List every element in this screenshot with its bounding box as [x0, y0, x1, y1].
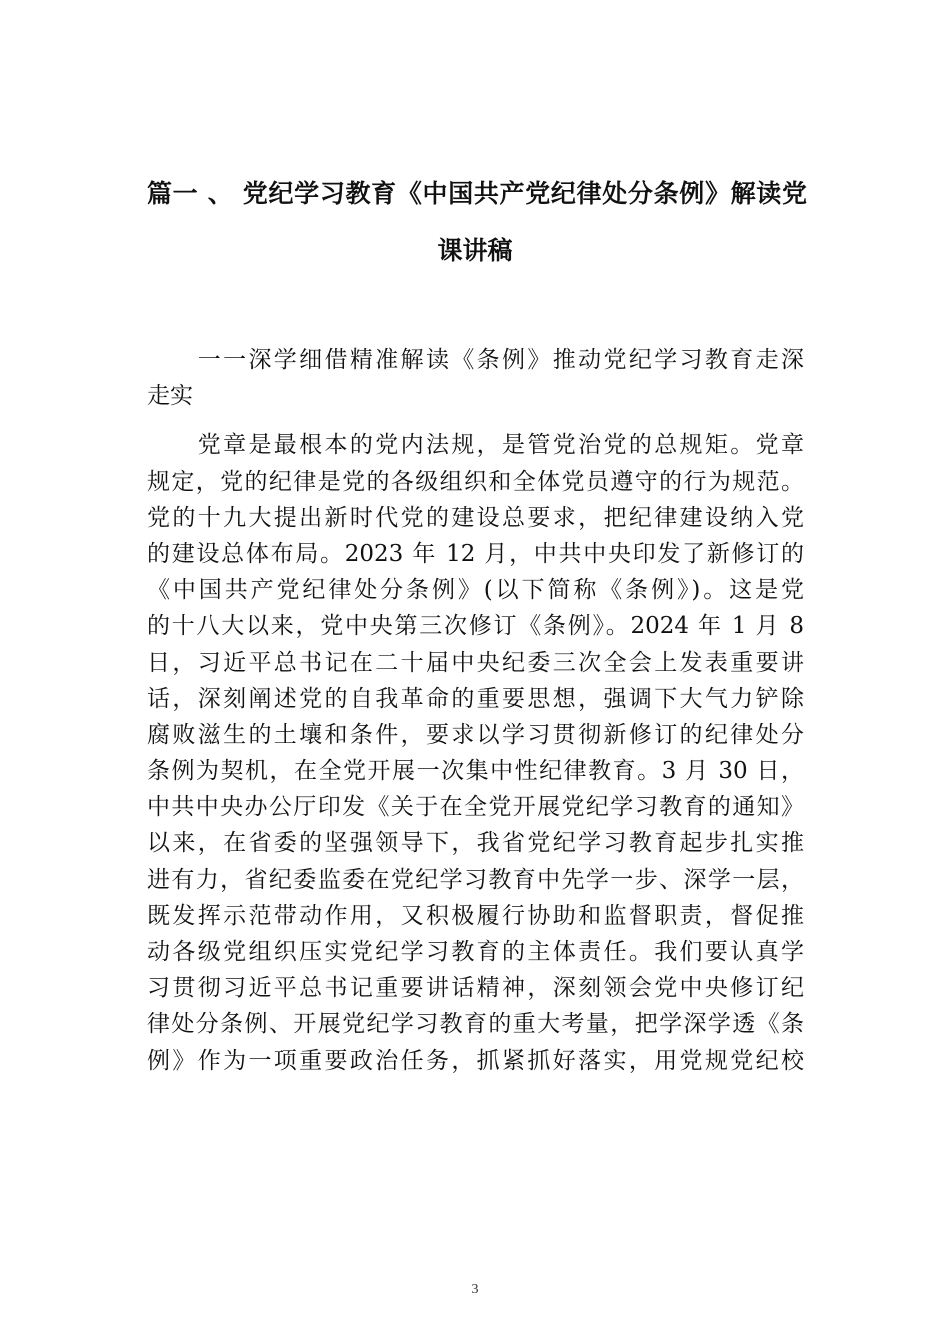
paragraph-line: 腐败滋生的土壤和条件，要求以学习贯彻新修订的纪律处分: [147, 721, 804, 748]
paragraph-line: 党章是最根本的党内法规，是管党治党的总规矩。党章: [147, 432, 804, 459]
subtitle-line: 走实: [147, 383, 193, 410]
paragraph-line: 话，深刻阐述党的自我革命的重要思想，强调下大气力铲除: [147, 685, 804, 712]
paragraph-line: 《中国共产党纪律处分条例》(以下简称《条例》)。这是党: [147, 577, 804, 604]
document-body: [147, 342, 804, 1079]
paragraph-line: 进有力，省纪委监委在党纪学习教育中先学一步、深学一层，: [147, 866, 804, 893]
paragraph-line: 党的十九大提出新时代党的建设总要求，把纪律建设纳入党: [147, 504, 804, 531]
paragraph-line: 既发挥示范带动作用，又积极履行协助和监督职责，督促推: [147, 902, 804, 929]
paragraph-line: 规定，党的纪律是党的各级组织和全体党员遵守的行为规范。: [147, 468, 804, 495]
paragraph-line: 以来，在省委的坚强领导下，我省党纪学习教育起步扎实推: [147, 830, 804, 857]
paragraph-line: 中共中央办公厅印发《关于在全党开展党纪学习教育的通知》: [147, 794, 804, 821]
paragraph-line: 习贯彻习近平总书记重要讲话精神，深刻领会党中央修订纪: [147, 975, 804, 1002]
paragraph-line: 的建设总体布局。2023 年 12 月，中共中央印发了新修订的: [147, 540, 804, 567]
title-line-1: 篇一 、 党纪学习教育《中国共产党纪律处分条例》解读党: [147, 179, 807, 208]
page-number: 3: [471, 1282, 479, 1297]
subtitle-line: 一一深学细借精准解读《条例》推动党纪学习教育走深: [147, 347, 804, 373]
paragraph-line: 条例为契机，在全党开展一次集中性纪律教育。3 月 30 日，: [147, 758, 804, 785]
paragraph-line: 例》作为一项重要政治任务，抓紧抓好落实，用党规党纪校: [147, 1047, 804, 1074]
title-line-2: 课讲稿: [437, 236, 513, 265]
paragraph-line: 律处分条例、开展党纪学习教育的重大考量，把学深学透《条: [147, 1011, 804, 1038]
paragraph-line: 日，习近平总书记在二十届中央纪委三次全会上发表重要讲: [147, 649, 804, 676]
paragraph-line: 动各级党组织压实党纪学习教育的主体责任。我们要认真学: [147, 939, 804, 965]
paragraph-line: 的十八大以来，党中央第三次修订《条例》。2024 年 1 月 8: [147, 613, 804, 640]
